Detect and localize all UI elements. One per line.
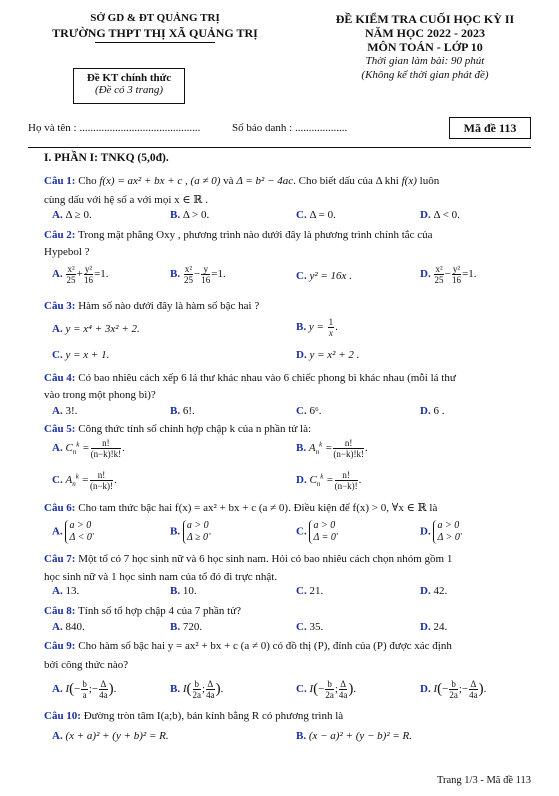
option-letter: B. <box>170 209 181 221</box>
option-text: 42. <box>433 585 448 597</box>
formula: f(x) = ax² + bx + c , (a ≠ 0) <box>99 175 221 187</box>
option-c[interactable] <box>52 349 109 361</box>
option-c[interactable] <box>296 621 323 633</box>
question-4-line2: vào trong một phong bì)? <box>44 389 156 401</box>
option-letter: C. <box>52 474 63 487</box>
option-letter: D. <box>296 474 307 487</box>
option-d[interactable] <box>420 621 447 633</box>
option-text: y = x + 1. <box>65 349 110 361</box>
option-letter: A. <box>52 268 63 281</box>
question-text: Công thức tính số chỉnh hợp chập k của n phần tử là: <box>78 423 312 435</box>
option-letter: C. <box>296 270 307 282</box>
option-letter: D. <box>420 405 431 417</box>
exam-code-box: Mã đề 113 <box>449 117 531 139</box>
question-text: Cho <box>78 175 97 187</box>
formula: f(x) <box>401 175 417 187</box>
option-a[interactable] <box>52 323 140 335</box>
question-label: Câu 2: <box>44 229 76 241</box>
school-year: NĂM HỌC 2022 - 2023 <box>365 26 485 40</box>
question-1-line2: cùng dấu với hệ số a với mọi x ∈ ℝ . <box>44 194 208 206</box>
question-1: Câu 1: Cho f(x) = ax² + bx + c , (a ≠ 0) và Δ = b² − 4ac. Cho biết dấu của Δ khi f(x) luôn <box>44 175 440 187</box>
question-label: Câu 4: <box>44 372 76 384</box>
option-letter: D. <box>420 209 431 221</box>
question-label: Câu 5: <box>44 423 76 435</box>
option-text: y² = 16x . <box>309 270 352 282</box>
option-a[interactable]: A. $C_n^k$ = $\frac{n!}{(n-k)!k!}$ . <box>52 438 125 459</box>
option-b[interactable] <box>170 405 195 417</box>
question-label: Câu 6: <box>44 502 76 514</box>
option-text: Δ ≥ 0. <box>65 209 92 221</box>
option-text: Δ < 0. <box>433 209 460 221</box>
option-text: 10. <box>182 585 197 597</box>
option-b[interactable]: B. $A_n^k$ = $\frac{n!}{(n-k)!k!}$ . <box>296 438 368 459</box>
section-divider <box>28 147 531 148</box>
option-letter: C. <box>296 621 307 633</box>
header-underline <box>95 42 215 43</box>
question-text: Trong mặt phẳng Oxy , phương trình nào dưới đây là phương trình chính tắc của <box>78 229 433 241</box>
option-letter: A. <box>52 405 63 417</box>
option-d[interactable] <box>420 405 444 417</box>
question-9-line2: bởi công thức nào? <box>44 659 129 671</box>
option-letter: B. <box>170 683 181 696</box>
option-b[interactable] <box>296 730 412 742</box>
option-b[interactable] <box>170 585 197 597</box>
question-label: Câu 1: <box>44 175 76 187</box>
question-label: Câu 8: <box>44 605 76 617</box>
option-c[interactable] <box>296 585 323 597</box>
option-d[interactable] <box>420 585 447 597</box>
option-letter: D. <box>420 683 431 696</box>
option-letter: A. <box>52 585 63 597</box>
option-letter: D. <box>420 621 431 633</box>
option-letter: A. <box>52 525 63 538</box>
option-a[interactable]: A. I(− $\frac{b}{a}$ ;− $\frac{\Delta}{4a}$ ). <box>52 679 117 700</box>
question-2 <box>44 226 528 244</box>
option-text: y = x⁴ + 3x² + 2. <box>65 323 140 335</box>
option-c[interactable]: C. a > 0 Δ = 0 . <box>296 520 339 543</box>
option-text: 35. <box>309 621 324 633</box>
question-9 <box>44 637 528 655</box>
option-letter: A. <box>52 621 63 633</box>
option-letter: C. <box>296 405 307 417</box>
option-letter: A. <box>52 323 63 335</box>
question-text: . Cho biết dấu của Δ khi <box>293 175 399 187</box>
option-letter: A. <box>52 209 63 221</box>
question-text: Hàm số nào dưới đây là hàm số bậc hai ? <box>78 300 260 312</box>
option-letter: B. <box>170 525 181 538</box>
option-text: 6!. <box>182 405 195 417</box>
option-c[interactable] <box>296 270 352 282</box>
option-text: 6⁶. <box>309 405 322 417</box>
option-c[interactable]: C. $A_n^k$ = $\frac{n!}{(n-k)!}$ . <box>52 470 117 491</box>
option-letter: B. <box>296 442 307 455</box>
option-letter: C. <box>52 349 63 361</box>
option-letter: C. <box>296 209 307 221</box>
question-text: Có bao nhiêu cách xếp 6 lá thư khác nhau vào 6 chiếc phong bì khác nhau (mỗi lá thư <box>78 372 456 384</box>
option-c[interactable]: C. I(− $\frac{b}{2a}$ ; $\frac{\Delta}{4a}$ ). <box>296 679 357 700</box>
option-d[interactable]: D. $C_n^k$ = $\frac{n!}{(n-k)!}$ . <box>296 470 362 491</box>
option-text: 720. <box>182 621 203 633</box>
question-3 <box>44 297 528 315</box>
question-label: Câu 10: <box>44 710 81 722</box>
option-a[interactable]: A. $\frac{\text{x²}}{25}$ + $\frac{\text{y²}}{16}$ =1. <box>52 264 109 285</box>
option-text: 6 . <box>433 405 445 417</box>
question-label: Câu 7: <box>44 553 76 565</box>
option-letter: B. <box>170 621 181 633</box>
option-letter: C. <box>296 585 307 597</box>
option-a[interactable] <box>52 405 77 417</box>
time-limit: Thời gian làm bài: 90 phút <box>365 55 485 67</box>
option-text: 13. <box>65 585 80 597</box>
option-text: 21. <box>309 585 324 597</box>
option-c[interactable] <box>296 209 336 221</box>
option-a[interactable]: A. a > 0 Δ < 0 . <box>52 520 95 543</box>
option-d[interactable]: D. $\frac{\text{x²}}{25}$ − $\frac{\text{y²}}{16}$ =1. <box>420 264 477 285</box>
option-b[interactable]: B. $\frac{\text{x²}}{25}$ − $\frac{y}{16}$ =1. <box>170 264 226 285</box>
option-b[interactable]: B. I( $\frac{b}{2a}$ ; $\frac{\Delta}{4a}$ ). <box>170 679 224 700</box>
option-text: (x + a)² + (y + b)² = R. <box>65 730 169 742</box>
option-letter: B. <box>296 321 307 334</box>
question-8 <box>44 602 528 620</box>
question-7 <box>44 550 528 568</box>
question-7-line2: học sinh nữ và 1 học sinh nam của tổ đó đi trực nhật. <box>44 571 278 583</box>
question-text: Một tổ có 7 học sinh nữ và 6 học sinh nam. Hỏi có bao nhiêu cách chọn nhóm gồm 1 <box>78 553 453 565</box>
option-letter: B. <box>170 268 181 281</box>
time-note: (Không kể thời gian phát đề) <box>361 69 489 81</box>
option-text: 24. <box>433 621 448 633</box>
official-label: Đề KT chính thức <box>86 72 172 84</box>
option-letter: D. <box>420 585 431 597</box>
option-d[interactable]: D. I(− $\frac{b}{2a}$ ;− $\frac{\Delta}{4a}$ ). <box>420 679 487 700</box>
option-a[interactable] <box>52 730 169 742</box>
question-label: Câu 9: <box>44 640 76 652</box>
option-text: y = x² + 2 . <box>309 349 360 361</box>
exam-title: ĐỀ KIỂM TRA CUỐI HỌC KỲ II <box>335 12 515 26</box>
option-d[interactable]: D. a > 0 Δ > 0 . <box>420 520 463 543</box>
option-b[interactable] <box>170 621 202 633</box>
option-letter: B. <box>170 585 181 597</box>
option-letter: D. <box>420 268 431 281</box>
option-letter: A. <box>52 442 63 455</box>
option-d[interactable] <box>296 349 359 361</box>
question-label: Câu 3: <box>44 300 76 312</box>
option-letter: C. <box>296 525 307 538</box>
question-5 <box>44 420 528 438</box>
page-footer: Trang 1/3 - Mã đề 113 <box>436 775 531 786</box>
question-10 <box>44 707 528 725</box>
option-text: Δ > 0. <box>182 209 210 221</box>
official-exam-box <box>73 68 185 104</box>
question-6 <box>44 499 528 517</box>
question-text: luôn <box>419 175 440 187</box>
department-name: SỞ GD & ĐT QUẢNG TRỊ <box>90 12 220 24</box>
option-text: 3!. <box>65 405 78 417</box>
pages-note: (Đề có 3 trang) <box>94 84 164 96</box>
option-d[interactable] <box>420 209 460 221</box>
student-name-field: Họ và tên : ............................................ <box>28 122 201 134</box>
student-id-field: Số báo danh : ................... <box>232 122 348 134</box>
option-text: (x − a)² + (y − b)² = R. <box>308 730 413 742</box>
option-c[interactable] <box>296 405 322 417</box>
option-letter: A. <box>52 683 63 696</box>
question-text: Cho hàm số bậc hai y = ax² + bx + c (a ≠ 0) có đồ thị (P), đỉnh của (P) được xác định <box>78 640 452 652</box>
question-text: Tính số tổ hợp chập 4 của 7 phần tử? <box>78 605 242 617</box>
option-letter: D. <box>420 525 431 538</box>
option-letter: B. <box>170 405 181 417</box>
formula: Δ = b² − 4ac <box>236 175 294 187</box>
option-a[interactable] <box>52 621 85 633</box>
option-letter: D. <box>296 349 307 361</box>
question-4 <box>44 369 528 387</box>
question-2-line2: Hypebol ? <box>44 246 90 258</box>
option-letter: C. <box>296 683 307 696</box>
subject-line: MÔN TOÁN - LỚP 10 <box>367 40 483 54</box>
option-a[interactable] <box>52 209 92 221</box>
option-b[interactable]: B. y = $\frac{1}{x}$ . <box>296 317 338 338</box>
question-text: Đường tròn tâm I(a;b), bán kính bằng R có phương trình là <box>83 710 344 722</box>
option-text: Δ = 0. <box>309 209 336 221</box>
school-name: TRƯỜNG THPT THỊ XÃ QUẢNG TRỊ <box>52 26 258 40</box>
option-letter: B. <box>296 730 307 742</box>
option-text: 840. <box>65 621 85 633</box>
option-b[interactable] <box>170 209 209 221</box>
question-text: Cho tam thức bậc hai f(x) = ax² + bx + c (a ≠ 0). Điều kiện để f(x) > 0, ∀x ∈ ℝ là <box>78 502 438 514</box>
section-title: I. PHẦN I: TNKQ (5,0đ). <box>44 152 169 164</box>
option-letter: A. <box>52 730 63 742</box>
option-b[interactable]: B. a > 0 Δ ≥ 0 . <box>170 520 212 543</box>
option-a[interactable] <box>52 585 79 597</box>
